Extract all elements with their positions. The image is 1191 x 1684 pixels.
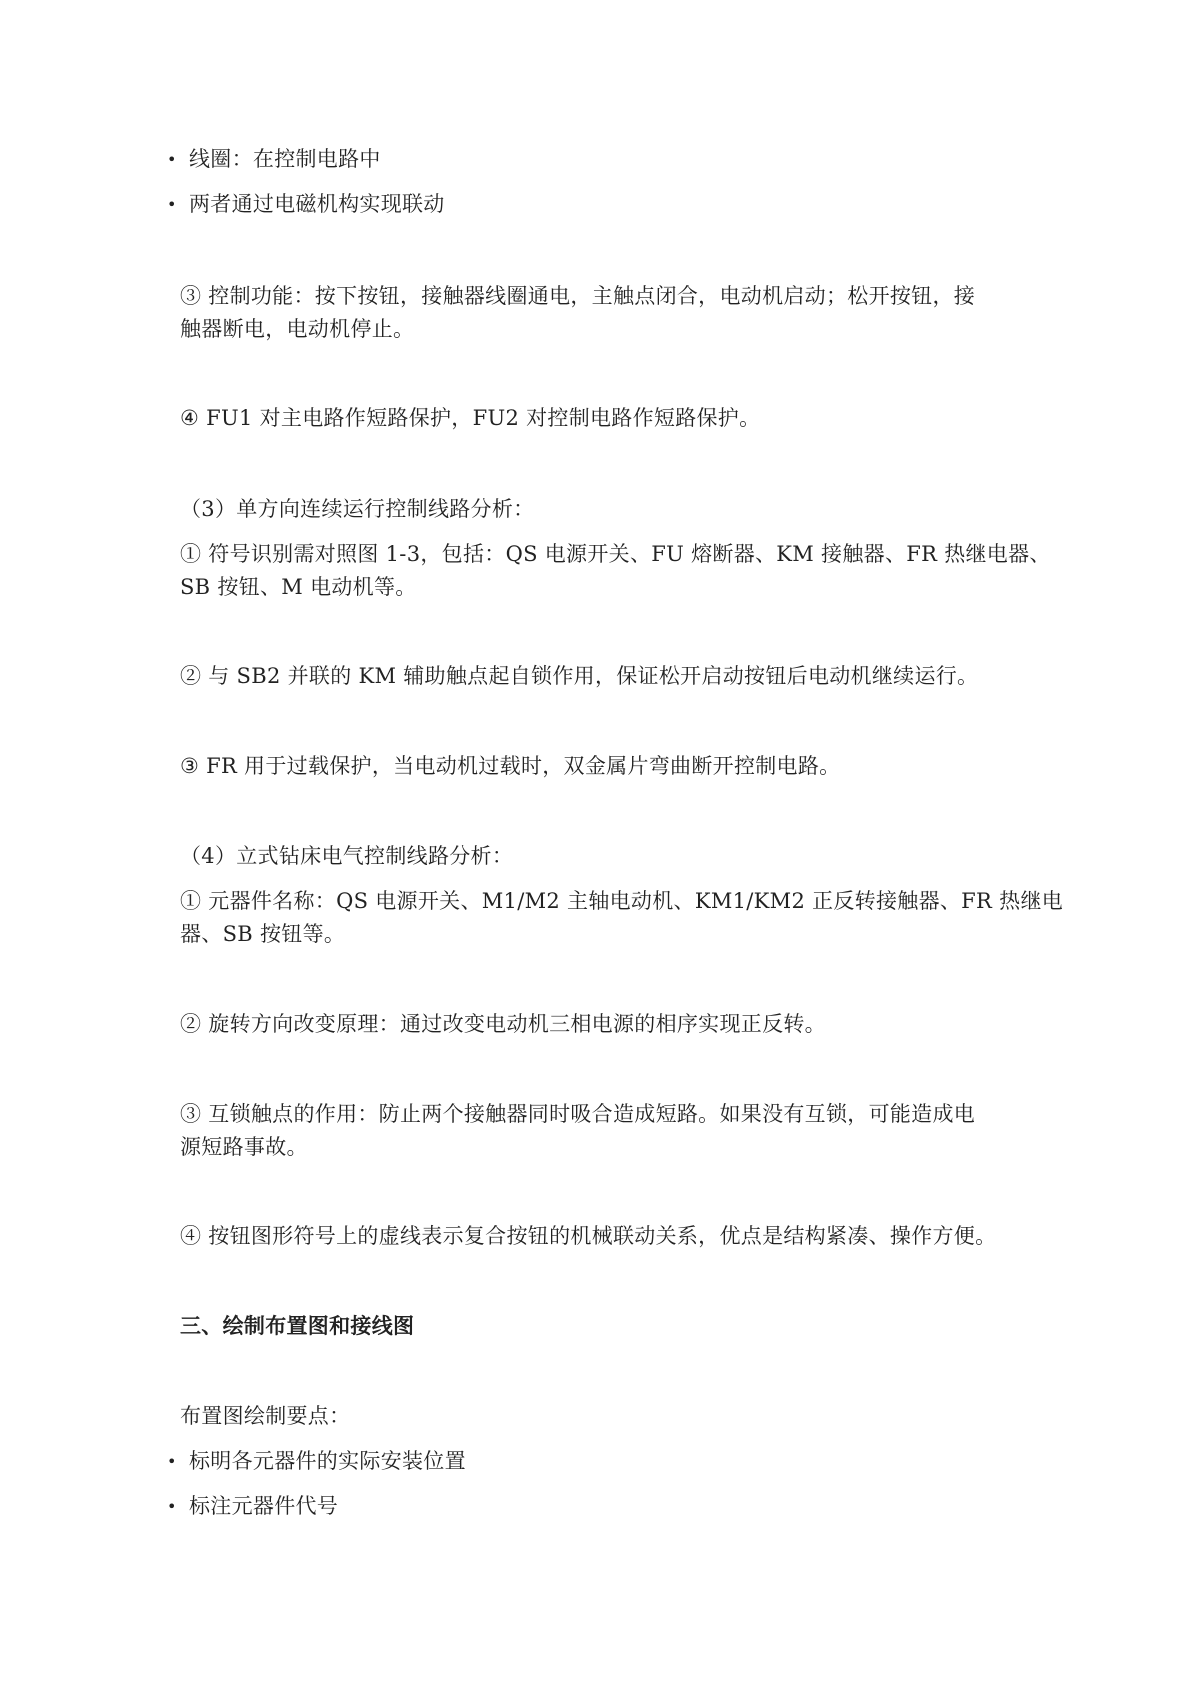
section-4-item-3-line-1: ③ 互锁触点的作用：防止两个接触器同时吸合造成短路。如果没有互锁，可能造成电 [180, 1102, 976, 1126]
control-function-line-1: ③ 控制功能：按下按钮，接触器线圈通电，主触点闭合，电动机启动；松开按钮，接 [180, 284, 976, 308]
section-4-item-1-line-2: 器、SB 按钮等。 [180, 922, 346, 946]
section-3-item-1-line-1: ① 符号识别需对照图 1-3，包括：QS 电源开关、FU 熔断器、KM 接触器、FR 热继电器、 [180, 542, 1051, 566]
control-function-line-2: 触器断电，电动机停止。 [180, 317, 415, 341]
fu-protection-paragraph: ④ FU1 对主电路作短路保护，FU2 对控制电路作短路保护。 [180, 406, 761, 430]
bullet-component-code-text: 标注元器件代号 [189, 1494, 339, 1518]
section-3-item-2: ② 与 SB2 并联的 KM 辅助触点起自锁作用，保证松开启动按钮后电动机继续运行。 [180, 664, 979, 688]
section-4-item-3-line-2: 源短路事故。 [180, 1135, 308, 1159]
section-heading-three: 三、绘制布置图和接线图 [180, 1314, 415, 1338]
section-4-item-2: ② 旋转方向改变原理：通过改变电动机三相电源的相序实现正反转。 [180, 1012, 826, 1036]
section-3-item-1-line-2: SB 按钮、M 电动机等。 [180, 575, 417, 599]
section-4-title: （4）立式钻床电气控制线路分析： [180, 844, 514, 868]
bullet-install-position-text: 标明各元器件的实际安装位置 [189, 1449, 466, 1473]
section-4-item-1-line-1: ① 元器件名称：QS 电源开关、M1/M2 主轴电动机、KM1/KM2 正反转接触器、FR 热继电 [180, 889, 1064, 913]
bullet-marker: • [167, 195, 177, 214]
bullet-marker: • [167, 1452, 177, 1471]
section-3-item-3: ③ FR 用于过载保护，当电动机过载时，双金属片弯曲断开控制电路。 [180, 754, 841, 778]
layout-points-title: 布置图绘制要点： [180, 1404, 351, 1428]
section-3-title: （3）单方向连续运行控制线路分析： [180, 497, 535, 521]
bullet-coil-text: 线圈：在控制电路中 [189, 147, 381, 171]
bullet-marker: • [167, 1497, 177, 1516]
bullet-marker: • [167, 150, 177, 169]
bullet-linkage-text: 两者通过电磁机构实现联动 [189, 192, 445, 216]
section-4-item-4: ④ 按钮图形符号上的虚线表示复合按钮的机械联动关系，优点是结构紧凑、操作方便。 [180, 1224, 997, 1248]
